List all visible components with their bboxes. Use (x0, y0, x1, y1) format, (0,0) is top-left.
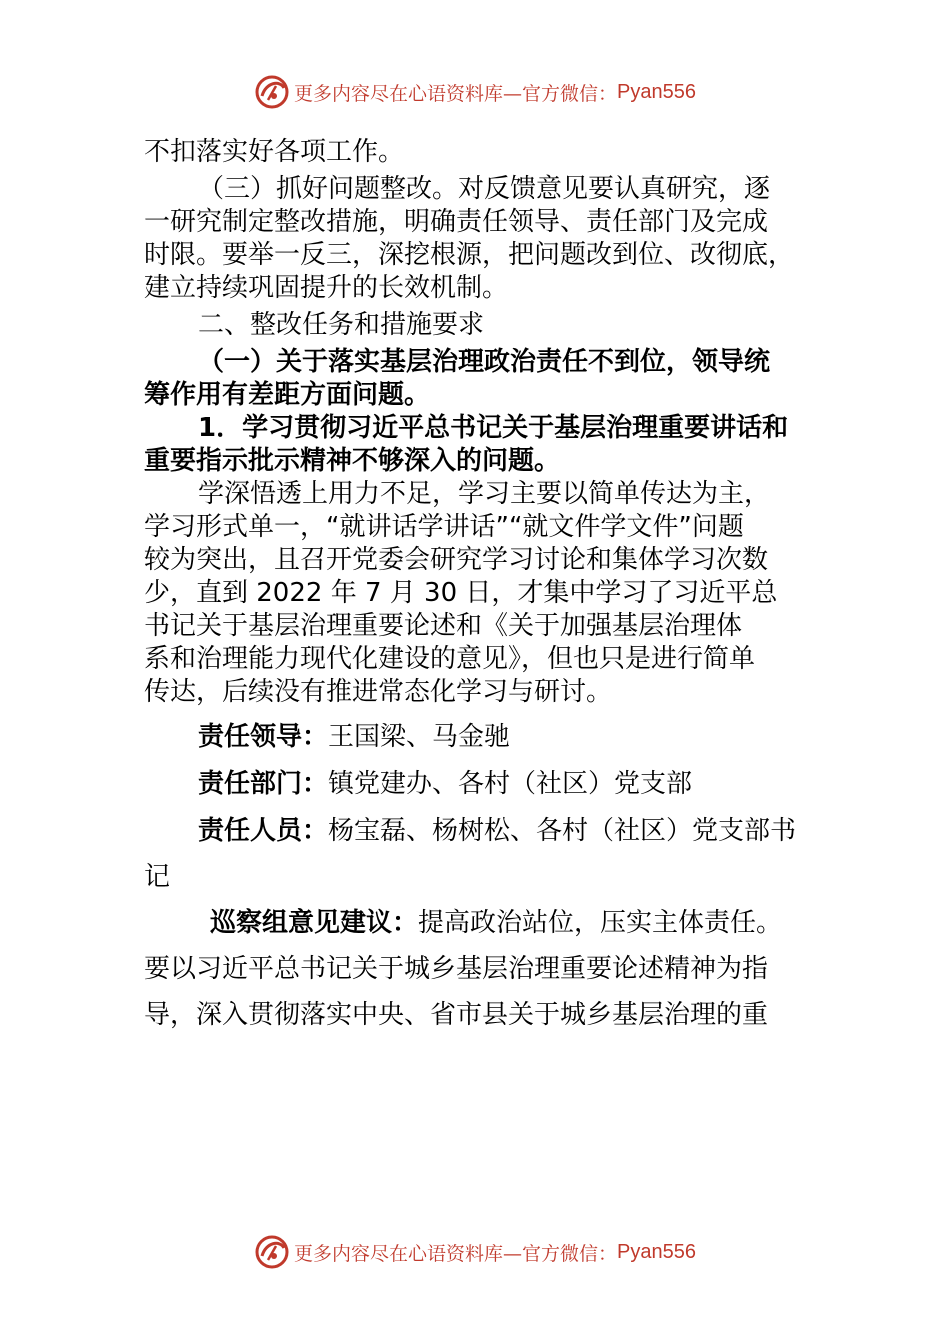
leader-label: 责任领导： (198, 722, 329, 752)
banner-text: 更多内容尽在心语资料库—官方微信： (294, 1242, 618, 1265)
body-line: 传达，后续没有推进常态化学习与研讨。 (144, 677, 613, 707)
item-heading-line: 重要指示批示精神不够深入的问题。 (144, 446, 561, 476)
section-heading: 二、整改任务和措施要求 (198, 310, 485, 340)
seal-logo-icon (254, 74, 290, 110)
item-heading-line: 1．学习贯彻习近平总书记关于基层治理重要讲话和 (198, 413, 789, 443)
text-line: 建立持续巩固提升的长效机制。 (144, 273, 509, 303)
advice-line: 要以习近平总书记关于城乡基层治理重要论述精神为指 (144, 954, 769, 984)
dense-paragraphs (144, 136, 814, 709)
seal-logo-icon (254, 1234, 290, 1270)
text-line: （三）抓好问题整改。对反馈意见要认真研究，逐 (198, 174, 771, 204)
responsible-person (144, 810, 796, 847)
person-label: 责任人员： (198, 816, 329, 846)
dept-label: 责任部门： (198, 769, 329, 799)
advice-label: 巡察组意见建议： (210, 908, 419, 938)
dept-value: 镇党建办、各村（社区）党支部 (328, 769, 693, 799)
advice-line: 导，深入贯彻落实中央、省市县关于城乡基层治理的重 (144, 1000, 769, 1030)
person-value: 杨宝磊、杨树松、各村（社区）党支部书 (328, 816, 797, 846)
leader-value: 王国梁、马金驰 (328, 722, 511, 752)
subheading-line: （一）关于落实基层治理政治责任不到位，领导统 (198, 347, 771, 377)
responsible-leader (144, 716, 510, 753)
document-body (144, 136, 814, 1030)
responsible-person-cont: 记 (144, 862, 171, 892)
text-line: 不扣落实好各项工作。 (144, 137, 405, 167)
responsible-department (144, 763, 692, 800)
inspection-advice (144, 902, 782, 939)
banner-text: 更多内容尽在心语资料库—官方微信： (294, 82, 618, 105)
advice-value: 提高政治站位，压实主体责任。 (418, 908, 783, 938)
subheading-line: 筹作用有差距方面问题。 (144, 380, 431, 410)
body-line: 书记关于基层治理重要论述和《关于加强基层治理体 (144, 611, 743, 641)
footer-banner (0, 1232, 950, 1272)
text-line: 时限。要举一反三，深挖根源，把问题改到位、改彻底， (144, 240, 795, 270)
body-line: 系和治理能力现代化建设的意见》，但也只是进行简单 (144, 644, 756, 674)
body-line: 少，直到 2022 年 7 月 30 日，才集中学习了习近平总 (144, 578, 778, 608)
banner-wechat-id: Pyan556 (617, 1240, 696, 1263)
text-line: 一研究制定整改措施，明确责任领导、责任部门及完成 (144, 207, 769, 237)
body-line: 学习形式单一，“就讲话学讲话”“就文件学文件”问题 (144, 512, 744, 542)
banner-wechat-id: Pyan556 (617, 80, 696, 103)
body-line: 较为突出，且召开党委会研究学习讨论和集体学习次数 (144, 545, 769, 575)
body-line: 学深悟透上用力不足，学习主要以简单传达为主， (198, 479, 771, 509)
header-banner (0, 72, 950, 112)
